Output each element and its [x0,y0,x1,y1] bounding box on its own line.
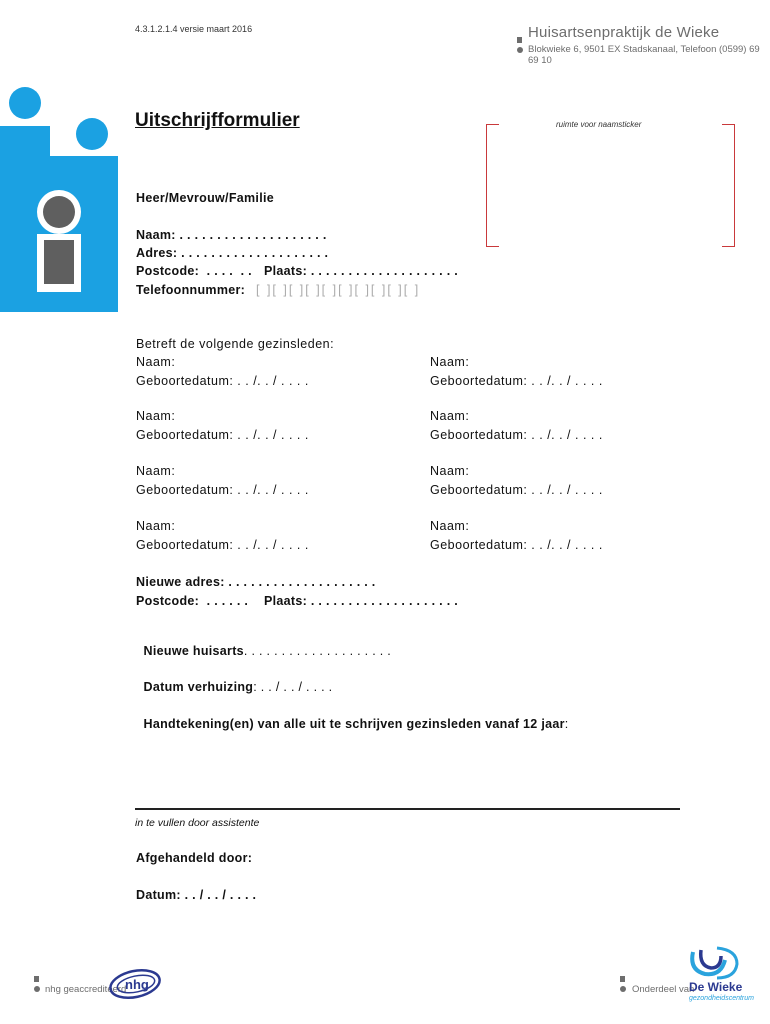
nieuwe-adres-field[interactable]: Nieuwe adres: . . . . . . . . . . . . . . . . . . . . [136,575,376,589]
members-intro: Betreft de volgende gezinsleden: [136,337,335,351]
wieke-swirl-icon [687,944,743,982]
member-name-field[interactable]: Naam: [136,464,176,478]
telefoon-label: Telefoonnummer: [136,283,246,297]
nhg-logo-icon [108,966,164,1002]
separator-line [135,808,680,810]
handtekening-colon: : [564,717,569,731]
practice-name: Huisartsenpraktijk de Wieke [528,24,720,41]
member-name-field[interactable]: Naam: [430,355,470,369]
handtekening-text: Handtekening(en) van alle uit te schrijven gezinsleden vanaf 12 jaar [143,717,565,731]
member-birthdate-field[interactable]: Geboortedatum: . . /. . / . . . . [136,374,309,388]
nieuwe-huisarts-field[interactable] [136,630,391,658]
member-name-field[interactable]: Naam: [136,355,176,369]
telefoon-boxes-field[interactable]: [ ][ ][ ][ ][ ][ ][ ][ ][ ][ ] [256,283,421,297]
form-title: Uitschrijfformulier [135,110,300,131]
wieke-logo-name: De Wieke [689,980,743,994]
member-name-field[interactable]: Naam: [430,519,470,533]
nieuwe-huisarts-dots[interactable]: . . . . . . . . . . . . . . . . . . . . [243,644,392,658]
sticker-label: ruimte voor naamsticker [556,120,642,129]
version-label: 4.3.1.2.1.4 versie maart 2016 [135,24,253,34]
wieke-logo-subtitle: gezondheidscentrum [689,995,754,1002]
adres-field[interactable]: Adres: . . . . . . . . . . . . . . . . . . . . [136,246,329,260]
verhuizing-dots[interactable]: : . . / . . / . . . . [253,680,333,694]
member-name-field[interactable]: Naam: [430,464,470,478]
member-birthdate-field[interactable]: Geboortedatum: . . /. . / . . . . [430,483,603,497]
postcode-field[interactable]: Postcode: . . . . . . [136,264,252,278]
header-bullet-icon [517,37,522,43]
verhuizing-field[interactable] [136,666,332,694]
member-name-field[interactable]: Naam: [136,519,176,533]
member-birthdate-field[interactable]: Geboortedatum: . . /. . / . . . . [136,483,309,497]
nhg-accreditation-text: nhg geaccrediteerd [45,984,127,995]
practice-logo-icon [0,84,120,312]
sticker-bracket-right [722,124,735,247]
assistant-datum-field[interactable]: Datum: . . / . . / . . . . [136,888,257,902]
nhg-logo-text: nhg [125,977,149,992]
handtekening-label [136,703,569,731]
nieuwe-postcode-field[interactable]: Postcode: . . . . . . [136,594,249,608]
wieke-dot-icon [620,986,626,992]
member-birthdate-field[interactable]: Geboortedatum: . . /. . / . . . . [430,428,603,442]
verhuizing-label: Datum verhuizing [143,680,254,694]
member-birthdate-field[interactable]: Geboortedatum: . . /. . / . . . . [430,538,603,552]
member-name-field[interactable]: Naam: [136,409,176,423]
member-birthdate-field[interactable]: Geboortedatum: . . /. . / . . . . [136,538,309,552]
wieke-bullet-icon [620,976,625,982]
practice-address: Blokwieke 6, 9501 EX Stadskanaal, Telefoon (0599) 69 69 10 [528,44,760,66]
assistant-note: in te vullen door assistente [135,817,260,829]
nieuwe-huisarts-label: Nieuwe huisarts [143,644,244,658]
member-birthdate-field[interactable]: Geboortedatum: . . /. . / . . . . [430,374,603,388]
salutation: Heer/Mevrouw/Familie [136,191,274,205]
nhg-dot-icon [34,986,40,992]
nieuwe-plaats-field[interactable]: Plaats: . . . . . . . . . . . . . . . . . . . . [264,594,459,608]
afgehandeld-field[interactable]: Afgehandeld door: [136,851,253,865]
member-name-field[interactable]: Naam: [430,409,470,423]
plaats-field[interactable]: Plaats: . . . . . . . . . . . . . . . . . . . . [264,264,459,278]
naam-field[interactable]: Naam: . . . . . . . . . . . . . . . . . . . . [136,228,327,242]
onderdeel-van-text: Onderdeel van [632,984,695,995]
nhg-bullet-icon [34,976,39,982]
sticker-bracket-left [486,124,499,247]
header-dot-icon [517,47,523,53]
member-birthdate-field[interactable]: Geboortedatum: . . /. . / . . . . [136,428,309,442]
